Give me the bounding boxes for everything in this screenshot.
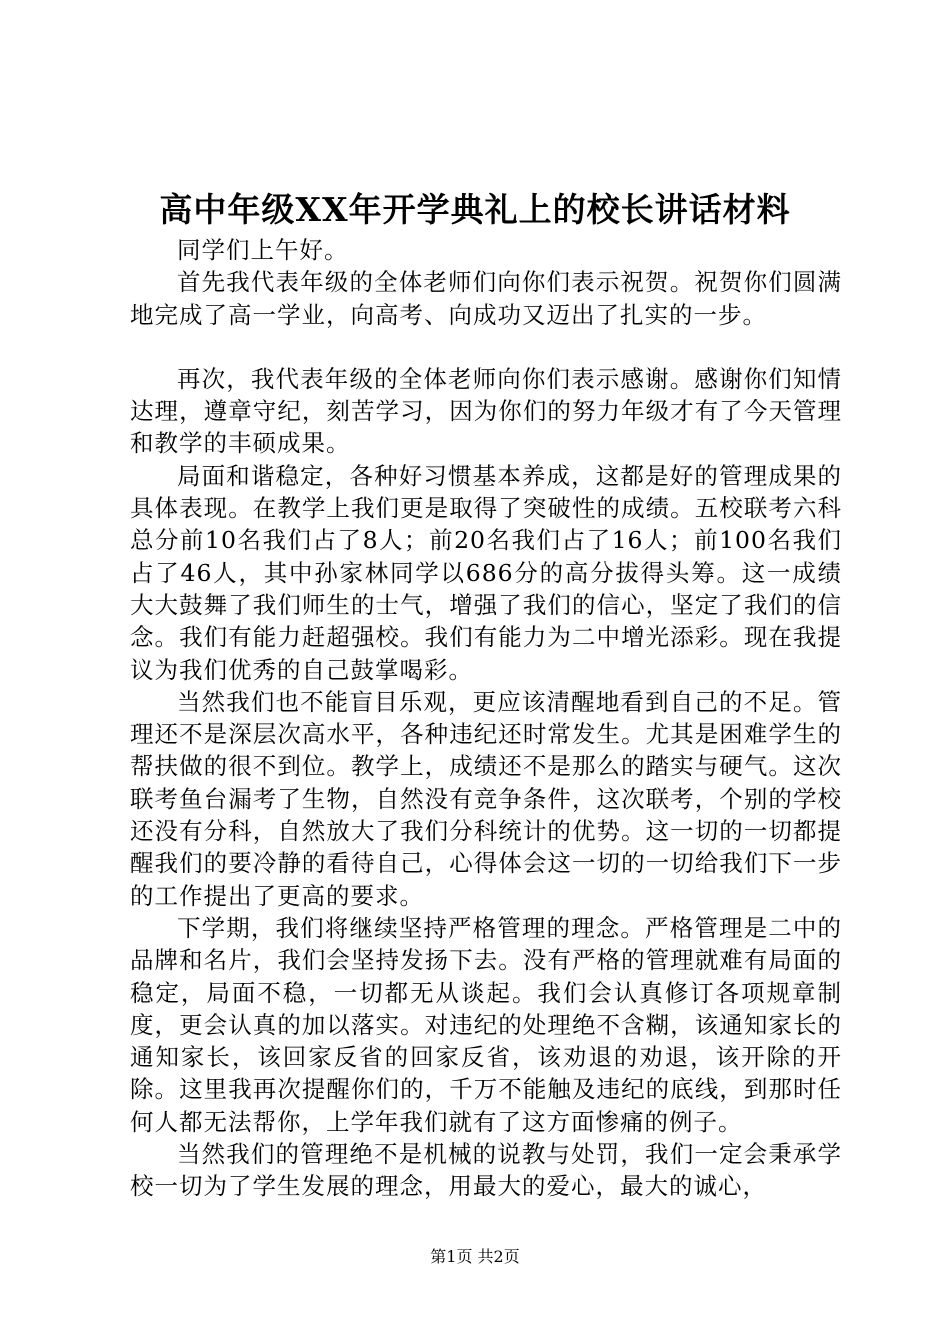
page-number-footer: 第1页 共2页 [430,1247,520,1266]
document-body [130,234,842,1203]
paragraph-thanks: 再次，我代表年级的全体老师向你们表示感谢。感谢你们知情达理，遵章守纪，刻苦学习，因为你们的努力年级才有了今天管理和教学的丰硕成果。 [130,364,842,458]
document-title: 高中年级XX年开学典礼上的校长讲话材料 [159,190,791,229]
paragraph-strict-management: 下学期，我们将继续坚持严格管理的理念。严格管理是二中的品牌和名片，我们会坚持发扬下去。没有严格的管理就难有局面的稳定，局面不稳，一切都无从谈起。我们会认真修订各项规章制度，更会认真的加以落实。对违纪的处理绝不含糊，该通知家长的通知家长，该回家反省的回家反省，该劝退的劝退，该开除的开除。这里我再次提醒你们的，千万不能触及违纪的底线，到那时任何人都无法帮你，上学年我们就有了这方面惨痛的例子。 [130,913,842,1136]
paragraph-care: 当然我们的管理绝不是机械的说教与处罚，我们一定会秉承学校一切为了学生发展的理念，用最大的爱心，最大的诚心， [130,1140,842,1201]
paragraph-congratulation: 首先我代表年级的全体老师们向你们表示祝贺。祝贺你们圆满地完成了高一学业，向高考、向成功又迈出了扎实的一步。 [130,268,842,329]
paragraph-shortcomings: 当然我们也不能盲目乐观，更应该清醒地看到自己的不足。管理还不是深层次高水平，各种违纪还时常发生。尤其是困难学生的帮扶做的很不到位。教学上，成绩还不是那么的踏实与硬气。这次联考鱼台漏考了生物，自然没有竞争条件，这次联考，个别的学校还没有分科，自然放大了我们分科统计的优势。这一切的一切都提醒我们的要冷静的看待自己，心得体会这一切的一切给我们下一步的工作提出了更高的要求。 [130,687,842,910]
paragraph-achievements: 局面和谐稳定，各种好习惯基本养成，这都是好的管理成果的具体表现。在教学上我们更是取得了突破性的成绩。五校联考六科总分前10名我们占了8人；前20名我们占了16人；前100名我们占了46人，其中孙家林同学以686分的高分拔得头筹。这一成绩大大鼓舞了我们师生的士气，增强了我们的信心，坚定了我们的信念。我们有能力赶超强校。我们有能力为二中增光添彩。现在我提议为我们优秀的自己鼓掌喝彩。 [130,461,842,684]
paragraph-greeting: 同学们上午好。 [177,236,349,264]
